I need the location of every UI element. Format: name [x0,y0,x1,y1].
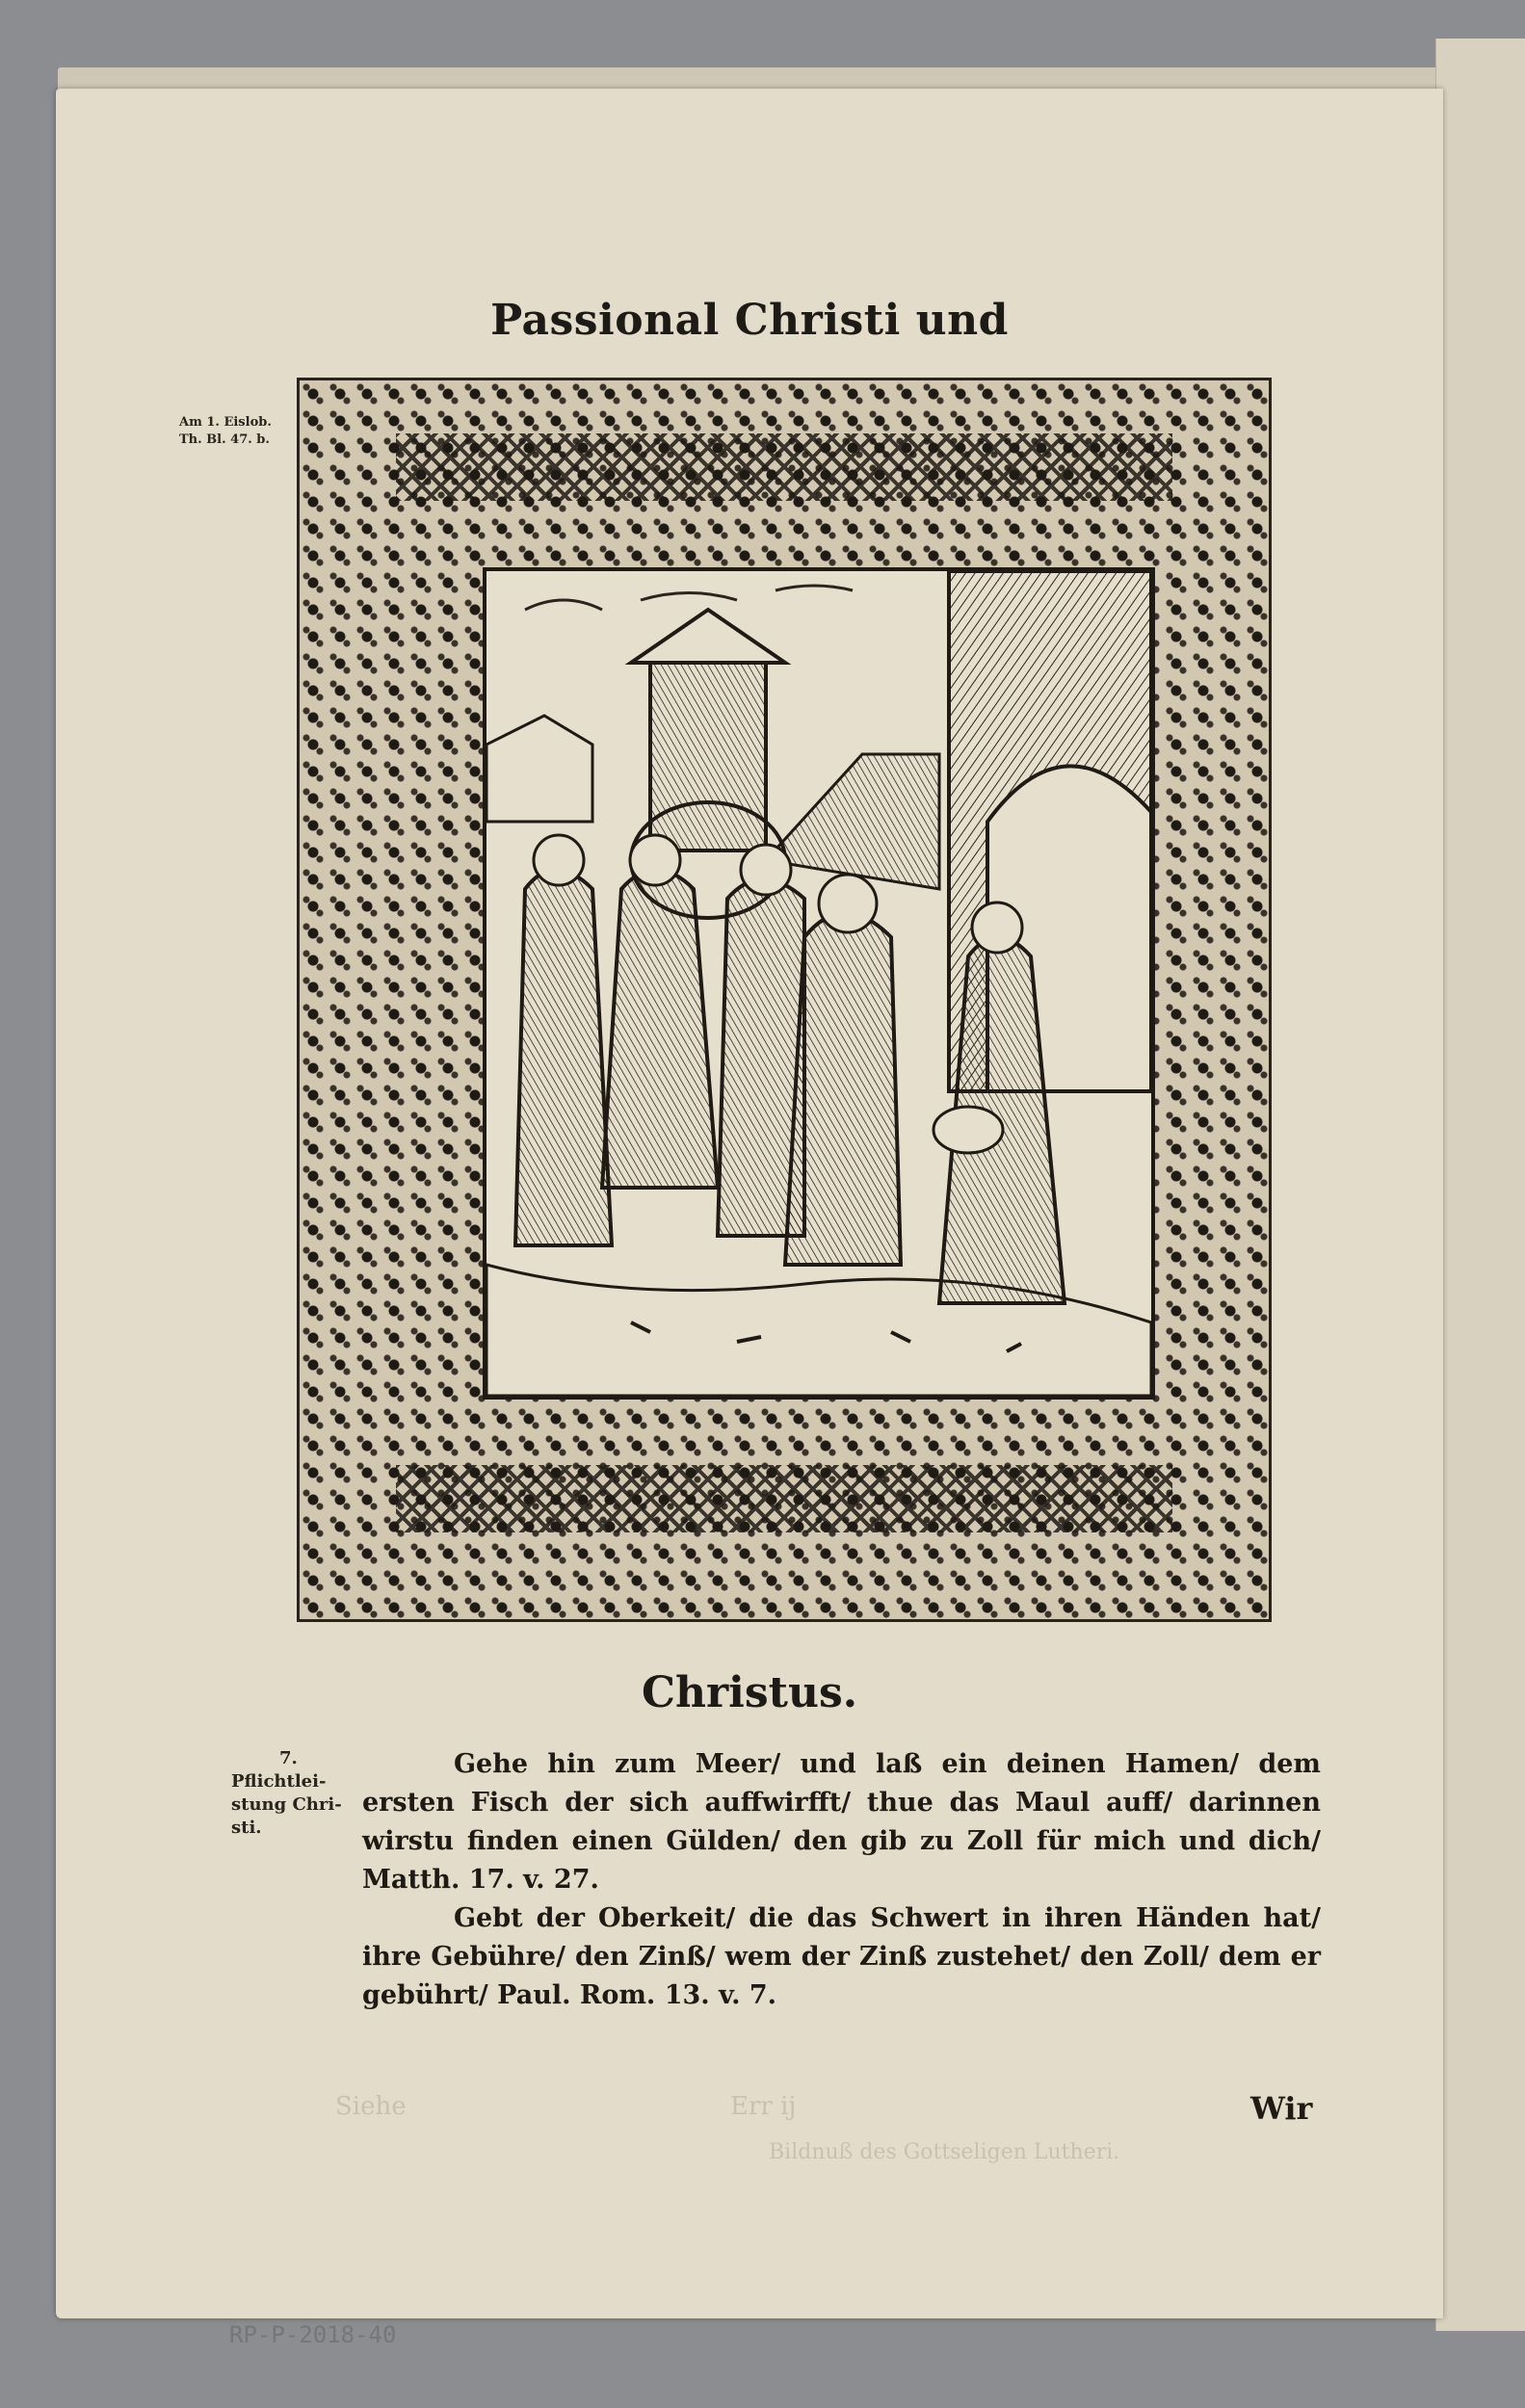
facing-page-edge [1435,39,1525,2331]
margin-note [231,1747,347,1840]
running-head: Passional Christi und [490,296,1009,345]
margin-note-number: 7. [279,1748,298,1768]
ornament-band-top [396,433,1172,501]
paragraph: Gehe hin zum Meer/ und laß ein deinen Hamen/ dem ersten Fisch der sich auffwirfft/ thue das Maul auff/ darinnen wirstu finden einen Gülden/ den gib zu Zoll für mich und dich/ Matth. 17. v. 27. [362,1749,1321,1895]
woodcut-illustration [483,567,1155,1400]
reference-note-line: Th. Bl. 47. b. [179,432,270,447]
woodcut-scene [486,571,1151,1396]
margin-note-line: Pflichtlei- [231,1771,327,1792]
reference-note-line: Am 1. Eislob. [179,415,272,430]
bleed-through-text: Siehe [335,2092,407,2121]
catchword: Wir [1250,2090,1313,2127]
inventory-number: RP-P-2018-40 [229,2321,397,2348]
book-page [56,89,1443,2348]
body-text [362,1745,1321,2015]
margin-note-line: stung Chri- [231,1794,342,1815]
bleed-through-text: Bildnuß des Gottseligen Lutheri. [769,2140,1120,2164]
reference-note [179,414,285,449]
paragraph: Gebt der Oberkeit/ die das Schwert in ihren Händen hat/ ihre Gebühre/ den Zinß/ wem der Zinß zustehet/ den Zoll/ dem er gebührt/ Paul. Rom. 13. v. 7. [362,1903,1321,2010]
section-title: Christus. [641,1668,858,1717]
margin-note-line: sti. [231,1818,262,1838]
bleed-through-text: Err ij [730,2092,797,2121]
ornament-band-bottom [396,1465,1172,1532]
